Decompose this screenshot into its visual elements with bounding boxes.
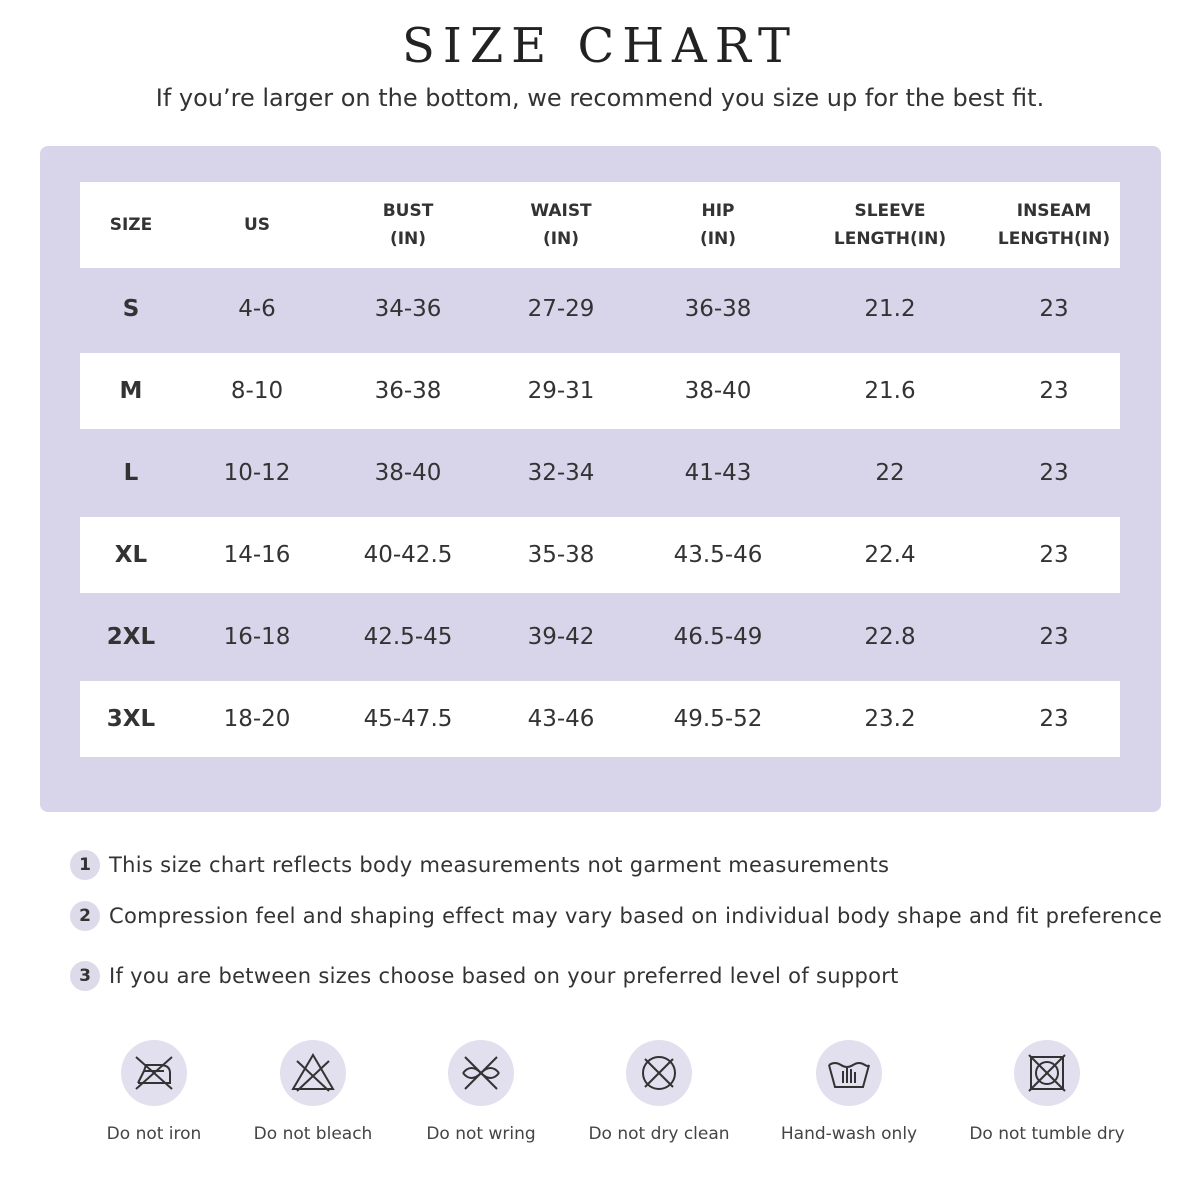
table-row	[80, 432, 1120, 514]
waist-cell: 35-38	[527, 542, 595, 568]
header-size-line1: SIZE	[109, 215, 153, 235]
size-cell: M	[119, 378, 143, 404]
bust-cell: 36-38	[374, 378, 442, 404]
care-item-hand-wash-only	[759, 1040, 939, 1144]
care-item-do-not-wring	[391, 1040, 571, 1144]
do-not-wring-icon	[448, 1040, 514, 1106]
care-label: Do not bleach	[253, 1124, 373, 1144]
inseam-cell: 23	[1039, 378, 1069, 404]
inseam-cell: 23	[1039, 460, 1069, 486]
note-number-badge: 3	[70, 961, 100, 991]
table-row	[80, 268, 1120, 350]
note-item	[70, 850, 889, 880]
inseam-cell: 23	[1039, 624, 1069, 650]
note-item	[70, 961, 899, 991]
header-waist	[476, 182, 646, 268]
header-inseam-line1: INSEAM	[1016, 201, 1092, 221]
note-number-badge: 2	[70, 901, 100, 931]
note-number-badge: 1	[70, 850, 100, 880]
size-cell: L	[123, 460, 139, 486]
header-inseam-line2: LENGTH(IN)	[997, 229, 1111, 249]
inseam-cell: 23	[1039, 706, 1069, 732]
size-cell: S	[122, 296, 140, 322]
bust-cell: 42.5-45	[363, 624, 453, 650]
do-not-iron-icon	[121, 1040, 187, 1106]
hand-wash-only-icon	[816, 1040, 882, 1106]
sleeve-cell: 23.2	[864, 706, 916, 732]
us-cell: 18-20	[223, 706, 291, 732]
waist-cell: 27-29	[527, 296, 595, 322]
bust-cell: 40-42.5	[363, 542, 453, 568]
care-label: Hand-wash only	[780, 1124, 918, 1144]
care-label: Do not wring	[426, 1124, 536, 1144]
bust-cell: 45-47.5	[363, 706, 453, 732]
sleeve-cell: 22.8	[864, 624, 916, 650]
hip-cell: 46.5-49	[673, 624, 763, 650]
size-cell: 3XL	[106, 706, 156, 732]
hip-cell: 41-43	[684, 460, 752, 486]
waist-cell: 29-31	[527, 378, 595, 404]
header-us-line1: US	[243, 215, 271, 235]
hip-cell: 36-38	[684, 296, 752, 322]
do-not-bleach-icon	[280, 1040, 346, 1106]
bust-cell: 34-36	[374, 296, 442, 322]
us-cell: 16-18	[223, 624, 291, 650]
care-item-do-not-bleach	[223, 1040, 403, 1144]
header-us	[172, 182, 342, 268]
header-bust-line2: (IN)	[389, 229, 427, 249]
care-item-do-not-dry-clean	[569, 1040, 749, 1144]
header-sleeve	[805, 182, 975, 268]
sleeve-cell: 22.4	[864, 542, 916, 568]
sleeve-cell: 21.2	[864, 296, 916, 322]
header-bust	[323, 182, 493, 268]
do-not-tumble-dry-icon	[1014, 1040, 1080, 1106]
table-row	[80, 353, 1120, 429]
care-label: Do not dry clean	[588, 1124, 730, 1144]
note-text: This size chart reflects body measurements not garment measurements	[109, 853, 890, 877]
do-not-dry-clean-icon	[626, 1040, 692, 1106]
header-inseam	[969, 182, 1139, 268]
bust-cell: 38-40	[374, 460, 442, 486]
care-item-do-not-tumble-dry	[957, 1040, 1137, 1144]
page-title: SIZE CHART	[401, 18, 799, 74]
sleeve-cell: 21.6	[864, 378, 916, 404]
table-row	[80, 517, 1120, 593]
note-text: Compression feel and shaping effect may vary based on individual body shape and fit preference	[109, 904, 1163, 928]
sleeve-cell: 22	[875, 460, 905, 486]
header-waist-line1: WAIST	[530, 201, 592, 221]
header-hip-line1: HIP	[701, 201, 735, 221]
care-label: Do not tumble dry	[969, 1124, 1125, 1144]
us-cell: 4-6	[238, 296, 276, 322]
header-waist-line2: (IN)	[542, 229, 580, 249]
note-item	[70, 901, 1162, 931]
header-bust-line1: BUST	[382, 201, 434, 221]
note-text: If you are between sizes choose based on your preferred level of support	[109, 964, 899, 988]
waist-cell: 32-34	[527, 460, 595, 486]
size-cell: XL	[114, 542, 148, 568]
hip-cell: 43.5-46	[673, 542, 763, 568]
inseam-cell: 23	[1039, 542, 1069, 568]
hip-cell: 49.5-52	[673, 706, 763, 732]
care-label: Do not iron	[106, 1124, 202, 1144]
care-item-do-not-iron	[64, 1040, 244, 1144]
table-row	[80, 596, 1120, 678]
table-header-row	[80, 182, 1120, 268]
header-hip	[633, 182, 803, 268]
table-row	[80, 681, 1120, 757]
waist-cell: 39-42	[527, 624, 595, 650]
inseam-cell: 23	[1039, 296, 1069, 322]
care-instructions	[0, 1040, 1200, 1160]
us-cell: 10-12	[223, 460, 291, 486]
size-cell: 2XL	[106, 624, 156, 650]
page-subtitle: If you’re larger on the bottom, we recommend you size up for the best fit.	[155, 84, 1045, 112]
us-cell: 8-10	[230, 378, 284, 404]
hip-cell: 38-40	[684, 378, 752, 404]
us-cell: 14-16	[223, 542, 291, 568]
header-sleeve-line2: LENGTH(IN)	[833, 229, 947, 249]
header-hip-line2: (IN)	[699, 229, 737, 249]
size-table-panel	[40, 146, 1161, 812]
waist-cell: 43-46	[527, 706, 595, 732]
header-sleeve-line1: SLEEVE	[854, 201, 926, 221]
size-table	[80, 182, 1120, 760]
